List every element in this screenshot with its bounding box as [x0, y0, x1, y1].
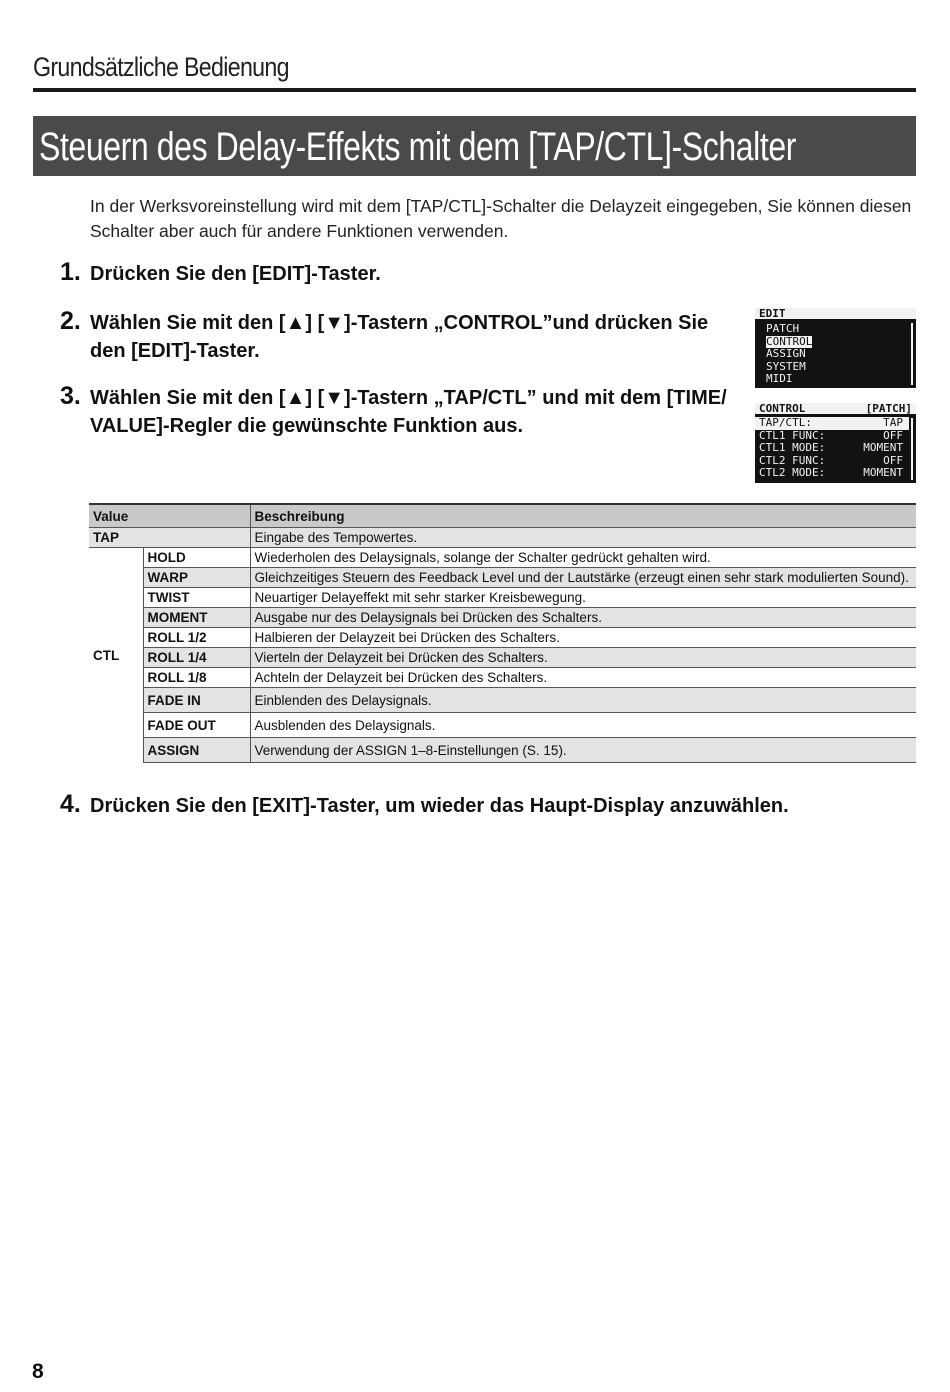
lcd-control-screen: [755, 403, 916, 483]
value-cell: ASSIGN: [143, 738, 250, 763]
value-cell: WARP: [143, 568, 250, 588]
value-cell: ROLL 1/2: [143, 628, 250, 648]
table-row: [89, 608, 916, 628]
value-cell: TWIST: [143, 588, 250, 608]
step-text-line1: Wählen Sie mit den [▲] [▼]-Tastern „TAP/CTL” und mit dem [TIME/: [90, 387, 727, 409]
description-cell: Ausblenden des Delaysignals.: [250, 713, 916, 738]
description-cell: Eingabe des Tempowertes.: [250, 528, 916, 548]
value-cell: MOMENT: [143, 608, 250, 628]
table-row: [89, 548, 916, 568]
parameter-table: [89, 503, 916, 763]
lcd-scrollbar: [911, 323, 913, 385]
lcd-param-row: CTL1 FUNC: OFF: [759, 428, 903, 442]
value-cell: ROLL 1/8: [143, 668, 250, 688]
description-cell: Neuartiger Delayeffekt mit sehr starker Kreisbewegung.: [250, 588, 916, 608]
section-title-bar: [33, 116, 916, 176]
lcd-scrollbar: [911, 418, 913, 480]
lcd-menu-item: MIDI: [766, 372, 793, 385]
table-row: [89, 528, 916, 548]
intro-paragraph: In der Werksvoreinstellung wird mit dem [TAP/CTL]-Schalter die Delayzeit eingegeben, Sie können diesen Schalter aber auch für andere Funktionen verwenden.: [90, 196, 912, 241]
lcd-menu-item: ASSIGN: [766, 347, 806, 360]
step-text: Drücken Sie den [EDIT]-Taster.: [90, 263, 381, 285]
description-cell: Vierteln der Delayzeit bei Drücken des Schalters.: [250, 648, 916, 668]
description-cell: Gleichzeitiges Steuern des Feedback Level und der Lautstärke (erzeugt einen sehr stark modulierten Sound).: [250, 568, 916, 588]
lcd-menu-item: PATCH: [766, 322, 800, 335]
table-row: [89, 713, 916, 738]
description-cell: Ausgabe nur des Delaysignals bei Drücken des Schalters.: [250, 608, 916, 628]
lcd-menu-item: SYSTEM: [766, 359, 806, 373]
step-number: 2.: [60, 307, 81, 335]
step-text-line2: den [EDIT]-Taster.: [90, 340, 260, 362]
lcd-param-row: CTL2 FUNC: OFF: [759, 453, 903, 467]
table-row: [89, 738, 916, 763]
description-cell: Verwendung der ASSIGN 1–8-Einstellungen (S. 15).: [250, 738, 916, 763]
section-title: Steuern des Delay-Effekts mit dem [TAP/CTL]-Schalter: [39, 125, 796, 169]
description-cell: Achteln der Delayzeit bei Drücken des Schalters.: [250, 668, 916, 688]
description-cell: Halbieren der Delayzeit bei Drücken des Schalters.: [250, 628, 916, 648]
description-cell: Einblenden des Delaysignals.: [250, 688, 916, 713]
value-cell: TAP: [89, 528, 250, 548]
step-number: 4.: [60, 790, 81, 818]
table-row: [89, 668, 916, 688]
step-text-line2: VALUE]-Regler die gewünschte Funktion aus.: [90, 415, 524, 437]
lcd-edit-screen: [755, 308, 916, 388]
step-number: 3.: [60, 382, 81, 410]
table-row: [89, 588, 916, 608]
value-cell: FADE OUT: [143, 713, 250, 738]
lcd-param-row: CTL1 MODE: MOMENT: [759, 441, 903, 454]
lcd-menu-item-selected: CONTROL: [766, 334, 813, 348]
table-header-row: [89, 504, 916, 528]
group-label-ctl: CTL: [89, 548, 143, 763]
value-cell: ROLL 1/4: [143, 648, 250, 668]
lcd-title: EDIT: [755, 308, 916, 319]
description-cell: Wiederholen des Delaysignals, solange der Schalter gedrückt gehalten wird.: [250, 548, 916, 568]
lcd-title: CONTROL [PATCH]: [755, 403, 916, 414]
column-header-value: Value: [89, 504, 250, 528]
value-cell: FADE IN: [143, 688, 250, 713]
table-row: [89, 648, 916, 668]
page-number: 8: [32, 1360, 44, 1383]
table-row: [89, 568, 916, 588]
step-text-line1: Wählen Sie mit den [▲] [▼]-Tastern „CONTROL”und drücken Sie: [90, 312, 709, 334]
lcd-param-row: CTL2 MODE: MOMENT: [759, 466, 903, 479]
table-row: [89, 628, 916, 648]
table-row: [89, 688, 916, 713]
step-number: 1.: [60, 258, 81, 286]
value-cell: HOLD: [143, 548, 250, 568]
lcd-param-row-selected: TAP/CTL: TAP: [755, 417, 909, 430]
step-text: Drücken Sie den [EXIT]-Taster, um wieder das Haupt-Display anzuwählen.: [90, 795, 789, 817]
header-title: Grundsätzliche Bedienung: [33, 52, 289, 82]
header-rule: [33, 88, 916, 92]
column-header-description: Beschreibung: [250, 504, 916, 528]
